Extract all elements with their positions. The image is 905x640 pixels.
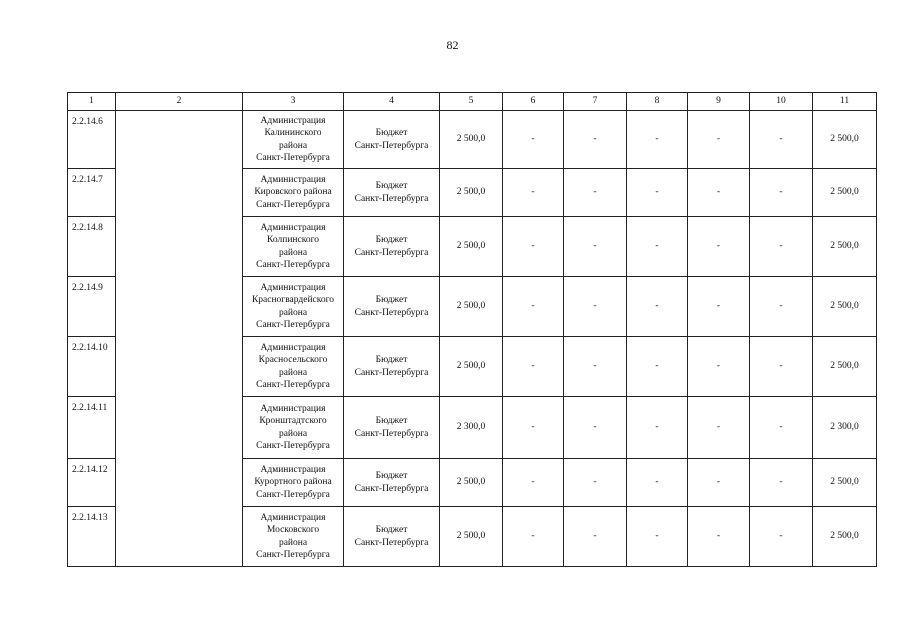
funding-source-line: Санкт-Петербурга [354,367,429,378]
value-cell-col-11: 2 500,0 [813,169,877,217]
executor-cell [243,337,344,397]
table-row [68,111,877,169]
executor-line: Красногвардейского [251,295,335,306]
value-cell-col-6: - [503,277,564,337]
funding-source-line: Бюджет [375,235,408,246]
header-col-1: 1 [68,93,116,111]
executor-line: Администрация [260,342,326,353]
value-cell-col-11: 2 500,0 [813,217,877,277]
funding-source-line: Бюджет [375,128,408,139]
header-col-8: 8 [627,93,688,111]
funding-source-line: Бюджет [375,181,408,192]
value-cell-col-8: - [627,459,688,507]
value-cell-col-9: - [688,277,750,337]
value-cell-col-11: 2 500,0 [813,111,877,169]
value-cell-col-8: - [627,337,688,397]
funding-source-cell [344,507,440,567]
value-cell-col-9: - [688,337,750,397]
executor-line: Администрация [260,512,326,523]
row-number: 2.2.14.13 [68,507,116,567]
value-cell-col-8: - [627,217,688,277]
value-cell-col-5: 2 500,0 [440,337,503,397]
funding-source-line: Бюджет [375,416,408,427]
funding-source-line: Санкт-Петербурга [354,140,429,151]
table-body [68,111,877,567]
value-cell-col-5: 2 500,0 [440,459,503,507]
executor-line: района [278,428,308,439]
value-cell-col-10: - [750,217,813,277]
value-cell-col-9: - [688,397,750,459]
header-col-5: 5 [440,93,503,111]
value-cell-col-10: - [750,169,813,217]
value-cell-col-8: - [627,507,688,567]
value-cell-col-7: - [564,217,627,277]
value-cell-col-5: 2 500,0 [440,277,503,337]
executor-line: Администрация [260,115,326,126]
executor-cell [243,397,344,459]
executor-line: Санкт-Петербурга [256,199,330,210]
header-col-3: 3 [243,93,344,111]
value-cell-col-6: - [503,111,564,169]
executor-line: Санкт-Петербурга [256,319,330,330]
funding-source-cell [344,337,440,397]
header-col-2: 2 [116,93,243,111]
funding-source-line: Санкт-Петербурга [354,428,429,439]
executor-line: Санкт-Петербурга [256,379,330,390]
funding-source-line: Санкт-Петербурга [354,193,429,204]
funding-source-cell [344,217,440,277]
value-cell-col-5: 2 500,0 [440,111,503,169]
funding-source-line: Бюджет [375,471,408,482]
value-cell-col-9: - [688,169,750,217]
value-cell-col-6: - [503,507,564,567]
value-cell-col-7: - [564,277,627,337]
funding-source-line: Бюджет [375,355,408,366]
value-cell-col-7: - [564,507,627,567]
executor-line: Администрация [260,464,326,475]
row-number: 2.2.14.6 [68,111,116,169]
executor-line: Кронштадтского [259,416,327,427]
executor-line: Администрация [260,282,326,293]
executor-cell [243,507,344,567]
header-col-7: 7 [564,93,627,111]
row-number: 2.2.14.12 [68,459,116,507]
value-cell-col-8: - [627,169,688,217]
header-row [68,93,877,111]
executor-cell [243,169,344,217]
funding-source-line: Санкт-Петербурга [354,307,429,318]
description-cell [116,111,243,567]
header-col-6: 6 [503,93,564,111]
value-cell-col-6: - [503,337,564,397]
header-col-11: 11 [813,93,877,111]
executor-line: Кировского района [254,187,332,198]
value-cell-col-7: - [564,111,627,169]
executor-line: Администрация [260,403,326,414]
executor-line: района [278,247,308,258]
value-cell-col-9: - [688,111,750,169]
page-number: 82 [446,38,459,52]
funding-source-cell [344,111,440,169]
budget-table [67,92,877,567]
value-cell-col-5: 2 500,0 [440,217,503,277]
executor-line: Администрация [260,174,326,185]
row-number: 2.2.14.8 [68,217,116,277]
row-number: 2.2.14.9 [68,277,116,337]
value-cell-col-8: - [627,277,688,337]
value-cell-col-10: - [750,277,813,337]
value-cell-col-7: - [564,337,627,397]
executor-cell [243,277,344,337]
value-cell-col-8: - [627,111,688,169]
value-cell-col-11: 2 300,0 [813,397,877,459]
executor-line: района [278,367,308,378]
value-cell-col-6: - [503,169,564,217]
value-cell-col-11: 2 500,0 [813,277,877,337]
executor-line: Калининского [264,128,322,139]
value-cell-col-6: - [503,459,564,507]
funding-source-line: Санкт-Петербурга [354,247,429,258]
value-cell-col-8: - [627,397,688,459]
executor-line: Санкт-Петербурга [256,489,330,500]
value-cell-col-5: 2 300,0 [440,397,503,459]
value-cell-col-9: - [688,459,750,507]
header-col-9: 9 [688,93,750,111]
value-cell-col-11: 2 500,0 [813,507,877,567]
value-cell-col-5: 2 500,0 [440,507,503,567]
executor-cell [243,217,344,277]
value-cell-col-10: - [750,111,813,169]
value-cell-col-9: - [688,217,750,277]
executor-line: Санкт-Петербурга [256,259,330,270]
value-cell-col-10: - [750,397,813,459]
value-cell-col-7: - [564,397,627,459]
value-cell-col-10: - [750,337,813,397]
value-cell-col-11: 2 500,0 [813,337,877,397]
executor-line: Курортного района [254,477,332,488]
funding-source-line: Санкт-Петербурга [354,483,429,494]
executor-line: Красносельского [258,355,328,366]
value-cell-col-9: - [688,507,750,567]
executor-line: Московского [266,525,320,536]
value-cell-col-7: - [564,169,627,217]
funding-source-line: Бюджет [375,295,408,306]
funding-source-line: Санкт-Петербурга [354,537,429,548]
value-cell-col-5: 2 500,0 [440,169,503,217]
executor-line: района [278,537,308,548]
row-number: 2.2.14.10 [68,337,116,397]
funding-source-line: Бюджет [375,525,408,536]
value-cell-col-6: - [503,397,564,459]
executor-cell [243,459,344,507]
executor-line: Администрация [260,222,326,233]
funding-source-cell [344,397,440,459]
value-cell-col-6: - [503,217,564,277]
executor-line: Санкт-Петербурга [256,152,330,163]
value-cell-col-7: - [564,459,627,507]
executor-line: района [278,307,308,318]
executor-line: Санкт-Петербурга [256,440,330,451]
header-col-10: 10 [750,93,813,111]
funding-source-cell [344,169,440,217]
funding-source-cell [344,459,440,507]
value-cell-col-10: - [750,459,813,507]
value-cell-col-11: 2 500,0 [813,459,877,507]
executor-line: Колпинского [267,235,319,246]
row-number: 2.2.14.7 [68,169,116,217]
executor-cell [243,111,344,169]
funding-source-cell [344,277,440,337]
executor-line: района [278,140,308,151]
executor-line: Санкт-Петербурга [256,549,330,560]
value-cell-col-10: - [750,507,813,567]
table-header [68,93,877,111]
header-col-4: 4 [344,93,440,111]
row-number: 2.2.14.11 [68,397,116,459]
